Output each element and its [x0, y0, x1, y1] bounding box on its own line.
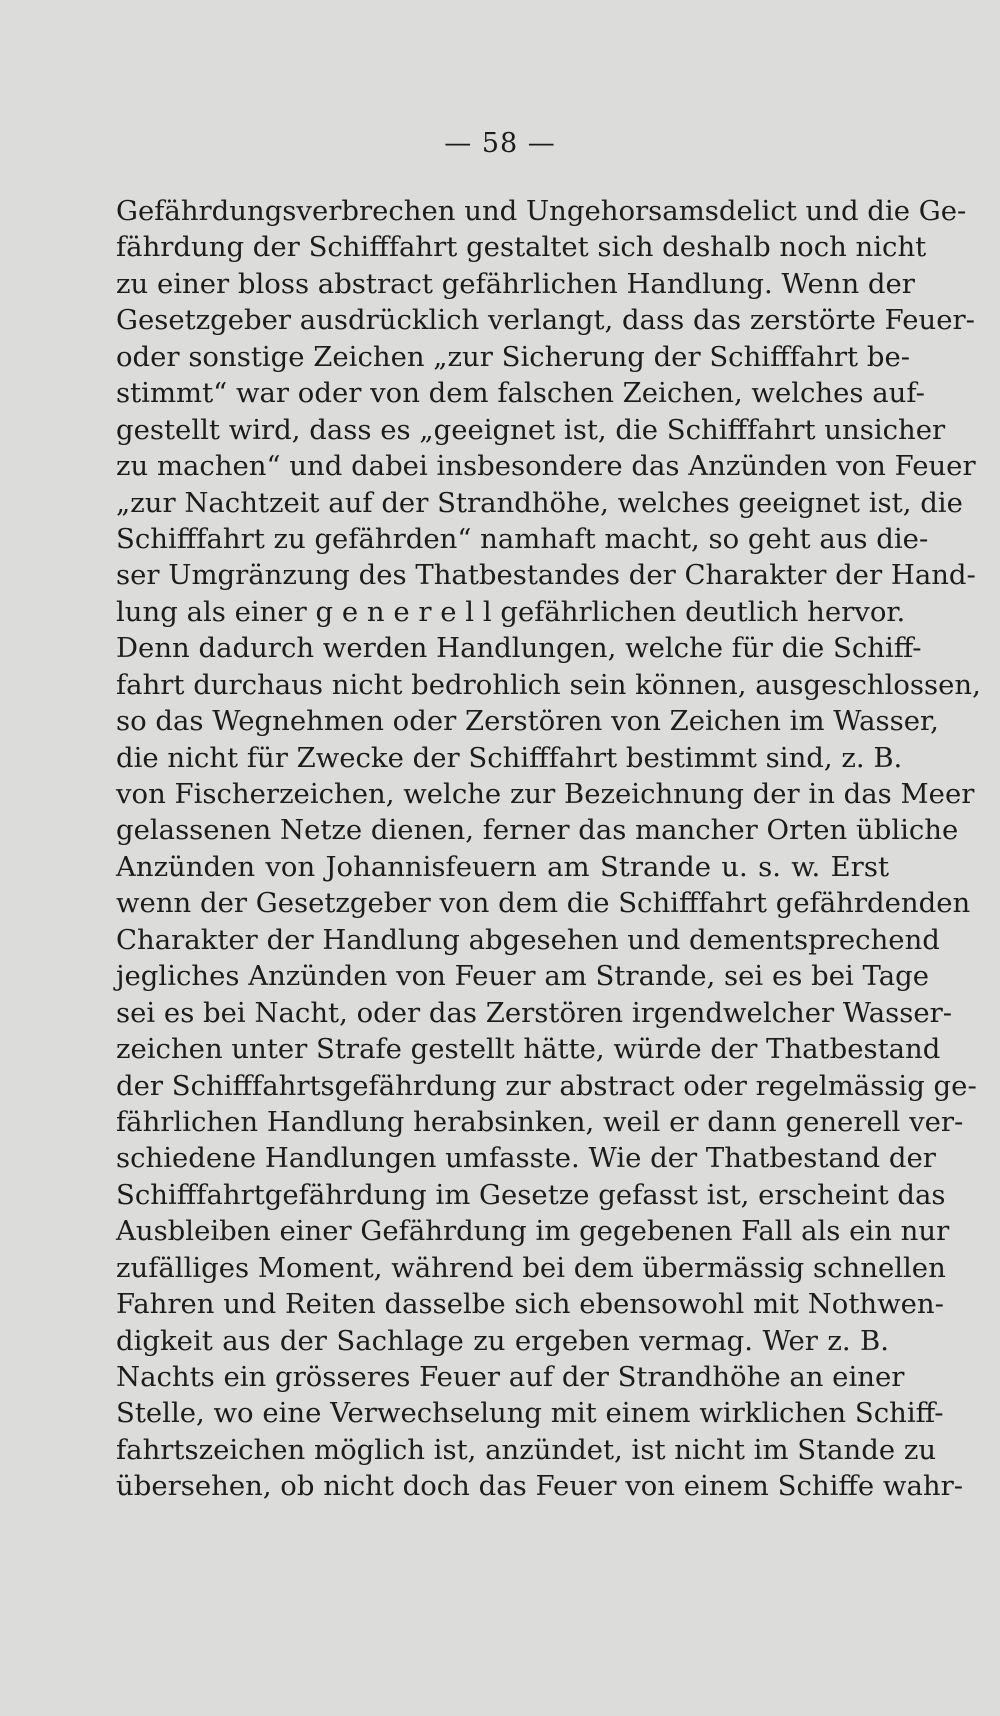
text-line: fährdung der Schifffahrt gestaltet sich deshalb noch nicht — [116, 231, 927, 264]
text-line: übersehen, ob nicht doch das Feuer von einem Schiffe wahr- — [116, 1470, 964, 1503]
text-line: so das Wegnehmen oder Zerstören von Zeichen im Wasser, — [116, 705, 939, 738]
text-line: jegliches Anzünden von Feuer am Strande, sei es bei Tage — [116, 960, 929, 993]
text-line: Gefährdungsverbrechen und Ungehorsamsdelict und die Ge- — [116, 195, 967, 227]
text-line: Schifffahrtgefährdung im Gesetze gefasst ist, erscheint das — [116, 1178, 946, 1211]
text-line: schiedene Handlungen umfasste. Wie der Thatbestand der — [116, 1142, 936, 1175]
text-line: lung als einer g e n e r e l l gefährlichen deutlich hervor. — [116, 595, 906, 628]
text-line: wenn der Gesetzgeber von dem die Schifffahrt gefährdenden — [116, 887, 971, 920]
text-line: fahrt durchaus nicht bedrohlich sein können, ausgeschlossen, — [116, 668, 981, 701]
text-line: fährlichen Handlung herabsinken, weil er dann generell ver- — [116, 1105, 964, 1138]
text-line: oder sonstige Zeichen „zur Sicherung der Schifffahrt be- — [116, 340, 911, 373]
text-line: ser Umgränzung des Thatbestandes der Charakter der Hand- — [116, 559, 976, 592]
page-number: — 58 — — [444, 128, 556, 159]
text-line: Stelle, wo eine Verwechselung mit einem wirklichen Schiff- — [116, 1397, 944, 1430]
text-line: gelassenen Netze dienen, ferner das mancher Orten übliche — [116, 814, 959, 847]
text-line: zeichen unter Strafe gestellt hätte, würde der Thatbestand — [116, 1033, 941, 1066]
text-line: zu machen“ und dabei insbesondere das Anzünden von Feuer — [116, 450, 976, 483]
text-line: der Schifffahrtsgefährdung zur abstract oder regelmässig ge- — [116, 1069, 977, 1102]
text-line: zufälliges Moment, während bei dem übermässig schnellen — [116, 1251, 946, 1284]
text-line: „zur Nachtzeit auf der Strandhöhe, welches geeignet ist, die — [116, 486, 963, 519]
text-line: Nachts ein grösseres Feuer auf der Strandhöhe an einer — [116, 1361, 905, 1393]
text-line: fahrtszeichen möglich ist, anzündet, ist nicht im Stande zu — [116, 1433, 937, 1466]
text-line: stimmt“ war oder von dem falschen Zeichen, welches auf- — [116, 377, 925, 410]
text-line: Anzünden von Johannisfeuern am Strande u. s. w. Erst — [116, 850, 889, 883]
text-line: die nicht für Zwecke der Schifffahrt bestimmt sind, z. B. — [116, 741, 903, 774]
text-line: von Fischerzeichen, welche zur Bezeichnung der in das Meer — [116, 778, 975, 810]
text-line: Schifffahrt zu gefährden“ namhaft macht, so geht aus die- — [116, 522, 929, 555]
text-line: Denn dadurch werden Handlungen, welche für die Schiff- — [116, 632, 922, 665]
text-line: sei es bei Nacht, oder das Zerstören irgendwelcher Wasser- — [116, 996, 953, 1029]
text-line: Gesetzgeber ausdrücklich verlangt, dass das zerstörte Feuer- — [116, 304, 975, 337]
body-text — [116, 193, 981, 1505]
text-line: zu einer bloss abstract gefährlichen Handlung. Wenn der — [116, 267, 915, 300]
text-line: Fahren und Reiten dasselbe sich ebensowohl mit Nothwen- — [116, 1288, 944, 1321]
text-line: gestellt wird, dass es „geeignet ist, die Schifffahrt unsicher — [116, 413, 946, 446]
text-line: digkeit aus der Sachlage zu ergeben vermag. Wer z. B. — [116, 1324, 889, 1357]
text-line: Ausbleiben einer Gefährdung im gegebenen Fall als ein nur — [116, 1215, 950, 1248]
text-line: Charakter der Handlung abgesehen und dementsprechend — [116, 923, 940, 956]
